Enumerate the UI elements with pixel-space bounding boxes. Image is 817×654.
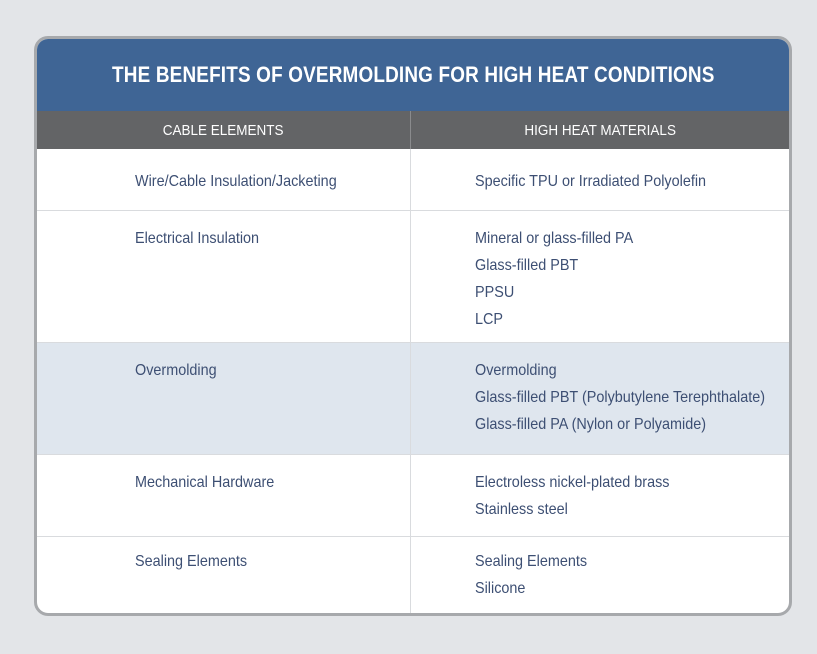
cable-element-cell (37, 537, 411, 613)
cable-element-cell (37, 343, 411, 454)
table-row (37, 149, 789, 211)
cable-element-cell (37, 149, 411, 210)
cable-element-text: Overmolding (135, 362, 217, 379)
column-header-high-heat-materials (411, 111, 789, 149)
material-text: Electroless nickel-plated brass (475, 474, 670, 491)
material-text: Glass-filled PA (Nylon or Polyamide) (475, 416, 707, 433)
material-text: LCP (475, 311, 504, 328)
cable-element-text: Mechanical Hardware (135, 474, 275, 491)
column-header-label: CABLE ELEMENTS (163, 121, 284, 139)
materials-cell (411, 149, 789, 210)
table-row (37, 343, 789, 455)
cable-element-cell (37, 455, 411, 536)
materials-cell (411, 537, 789, 613)
table-row (37, 211, 789, 343)
column-header-label: HIGH HEAT MATERIALS (524, 121, 676, 139)
material-text: Overmolding (475, 362, 557, 379)
table-row (37, 537, 789, 613)
column-header-cable-elements (37, 111, 411, 149)
table-title-bar (37, 39, 789, 111)
material-text: Silicone (475, 580, 526, 597)
material-text: Sealing Elements (475, 553, 588, 570)
materials-cell (411, 343, 789, 454)
material-text: PPSU (475, 284, 515, 301)
material-text: Stainless steel (475, 501, 568, 518)
material-text: Mineral or glass-filled PA (475, 230, 634, 247)
cable-element-text: Electrical Insulation (135, 230, 260, 247)
cable-element-text: Sealing Elements (135, 553, 248, 570)
benefits-table-card (34, 36, 792, 616)
materials-cell (411, 211, 789, 342)
cable-element-text: Wire/Cable Insulation/Jacketing (135, 173, 337, 190)
table-row (37, 455, 789, 537)
table-header-row (37, 111, 789, 149)
material-text: Glass-filled PBT (475, 257, 579, 274)
materials-cell (411, 455, 789, 536)
material-text: Glass-filled PBT (Polybutylene Terephthalate) (475, 389, 766, 406)
material-text: Specific TPU or Irradiated Polyolefin (475, 173, 707, 190)
table-title: THE BENEFITS OF OVERMOLDING FOR HIGH HEAT CONDITIONS (111, 62, 715, 87)
cable-element-cell (37, 211, 411, 342)
